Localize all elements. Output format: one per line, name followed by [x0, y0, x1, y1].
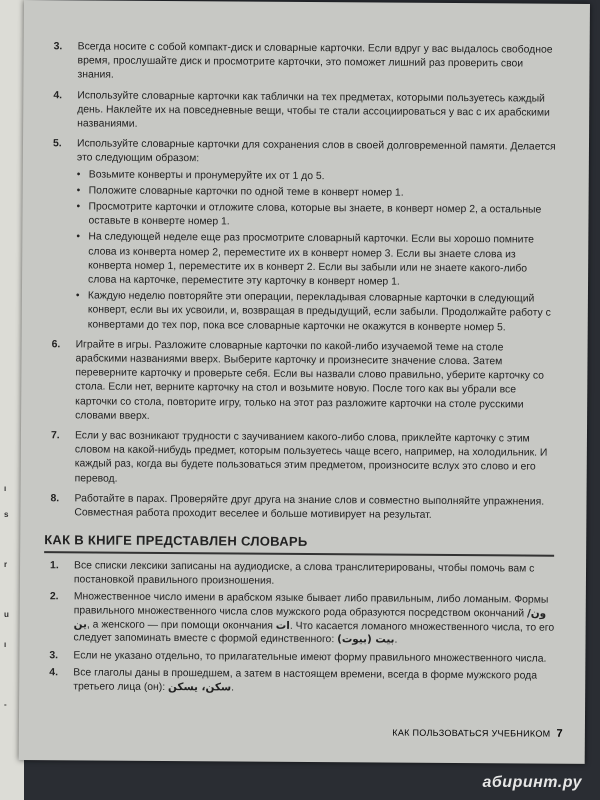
page-content [44, 40, 559, 701]
item-text: . Что касается ломаного множественного числа, то его следует запоминать вместе с формой единственного: [73, 620, 555, 646]
item-text: Играйте в игры. Разложите словарные карточки по какой-либо изучаемой теме на столе арабскими названиями вверх. Выберите карточку и произнесите значение слова. Затем переверните карточку и проверьте себя. Если вы назвали слово правильно, уберите карточку со стола. Если нет, верните карточку на стол и возьмите новую. После того как вы убрали все карточки со стола, повторите игру, только на этот раз разложите карточки на столе русскими словами вверх. [75, 339, 544, 422]
list-item [49, 649, 554, 666]
bullet-item: • Просмотрите карточки и отложите слова, которые вы знаете, в конверт номер 2, а остальные оставьте в конверте номер 1. [76, 200, 557, 232]
page-number: 7 [556, 727, 563, 740]
item-text: Всегда носите с собой компакт-диск и словарные карточки. Если вдруг у вас выдалось свободное время, прослушайте диск и просмотрите карточки, это поможет лишний раз проверить свои знания. [77, 41, 553, 82]
bullet-item: • На следующей неделе еще раз просмотрите словарный карточки. Если вы хорошо помните слова из конверта номер 2, переместите их в конверт номер 3. Если вы знаете слова из конверта номер 1, переместите их в конверт 2. Если вы забыли или не знаете какого-либо слова на карточке, переместите эту карточку в конверт номер 1. [76, 231, 557, 291]
item-text: Все списки лексики записаны на аудиодиске, а слова транслитерированы, чтобы помочь вам с постановкой правильного произношения. [73, 560, 535, 587]
list-item [49, 667, 554, 698]
edge-mark: s [4, 510, 9, 519]
edge-mark: ı [4, 640, 7, 649]
item-number: 1. [50, 560, 59, 572]
item-text: . [394, 634, 398, 646]
dictionary-notes-list [49, 559, 555, 697]
section-heading: КАК В КНИГЕ ПРЕДСТАВЛЕН СЛОВАРЬ [44, 532, 308, 550]
edge-mark: u [4, 610, 9, 619]
bullet-item: • Возьмите конверты и пронумеруйте их от 1 до 5. [77, 168, 558, 186]
bullet-item: • Каждую неделю повторяйте эти операции, перекладывая словарные карточки в следующий конверт, если вы их усвоили, и, возвращая в предыдущий, если забыли. Продолжайте работу с конвертами до тех пор, пока все словарные карточки не окажутся в конверте номер 5. [76, 290, 557, 336]
item-text: Если не указано отдельно, то прилагательные имеют форму правильного множественного числа. [73, 650, 547, 665]
list-item [49, 591, 554, 649]
edge-mark: r [4, 560, 8, 569]
list-item [51, 338, 557, 427]
item-text: Если у вас возникают трудности с заучиванием какого-либо слова, приклейте карточку с этим словом на какой-нибудь предмет, которым пользуетесь чаще всего, например, на холодильник. И каждый раз, когда вы будете пользоваться этим предметом, произносите вслух это слово и его перевод. [74, 430, 548, 485]
arabic-text: بيت (بيوت) [337, 633, 395, 646]
running-footer-title: КАК ПОЛЬЗОВАТЬСЯ УЧЕБНИКОМ [392, 727, 551, 739]
list-item [52, 137, 558, 335]
arabic-text: ات [275, 619, 290, 632]
edge-mark: - [4, 700, 7, 709]
list-item [50, 559, 555, 590]
item-number: 3. [49, 650, 59, 662]
arabic-text: سكن، يسكن [168, 681, 232, 694]
item-text: Используйте словарные карточки как таблички на тех предметах, которыми пользуетесь каждый день. Наклейте их на повседневные вещи, чтобы те стали ассоциироваться у вас с их арабскими названиями. [77, 89, 550, 130]
item-text: Работайте в парах. Проверяйте друг друга на знание слов и совместно выполняйте упражнения. Совместная работа проходит веселее и больше мотивирует на результат. [74, 493, 545, 521]
list-item [53, 40, 558, 86]
tips-list [50, 40, 558, 524]
item-number: 4. [49, 667, 59, 679]
item-number: 8. [50, 493, 60, 505]
item-number: 3. [53, 41, 63, 53]
item-text: . [231, 682, 235, 694]
item-number: 7. [50, 430, 60, 442]
edge-mark: ı [4, 484, 7, 493]
arabic-text: ون/ين [73, 607, 547, 631]
watermark: абиринт.ру [482, 774, 582, 791]
list-item [50, 492, 555, 524]
item-text: Используйте словарные карточки для сохранения слов в своей долговременной памяти. Делается это следующим образом: [76, 138, 556, 165]
list-item [53, 89, 558, 135]
item-text: Все глаголы даны в прошедшем, а затем в настоящем времени, всегда в форме мужского рода третьего лица (он): [73, 667, 538, 694]
item-number: 6. [51, 339, 61, 351]
bullet-list [76, 168, 558, 336]
item-text: Множественное число имени в арабском языке бывает либо правильным, либо ломаным. Формы правильного множественного числа слов мужского рода образуются посредством окончаний [73, 591, 549, 620]
book-page [19, 0, 590, 764]
item-number: 4. [53, 89, 63, 101]
item-number: 5. [52, 138, 62, 150]
page-footer [392, 727, 563, 740]
bullet-item: • Положите словарные карточки по одной теме в конверт номер 1. [77, 184, 558, 202]
item-text: , а женского — при помощи окончания [86, 619, 276, 632]
item-number: 2. [49, 591, 59, 603]
list-item [51, 429, 556, 489]
